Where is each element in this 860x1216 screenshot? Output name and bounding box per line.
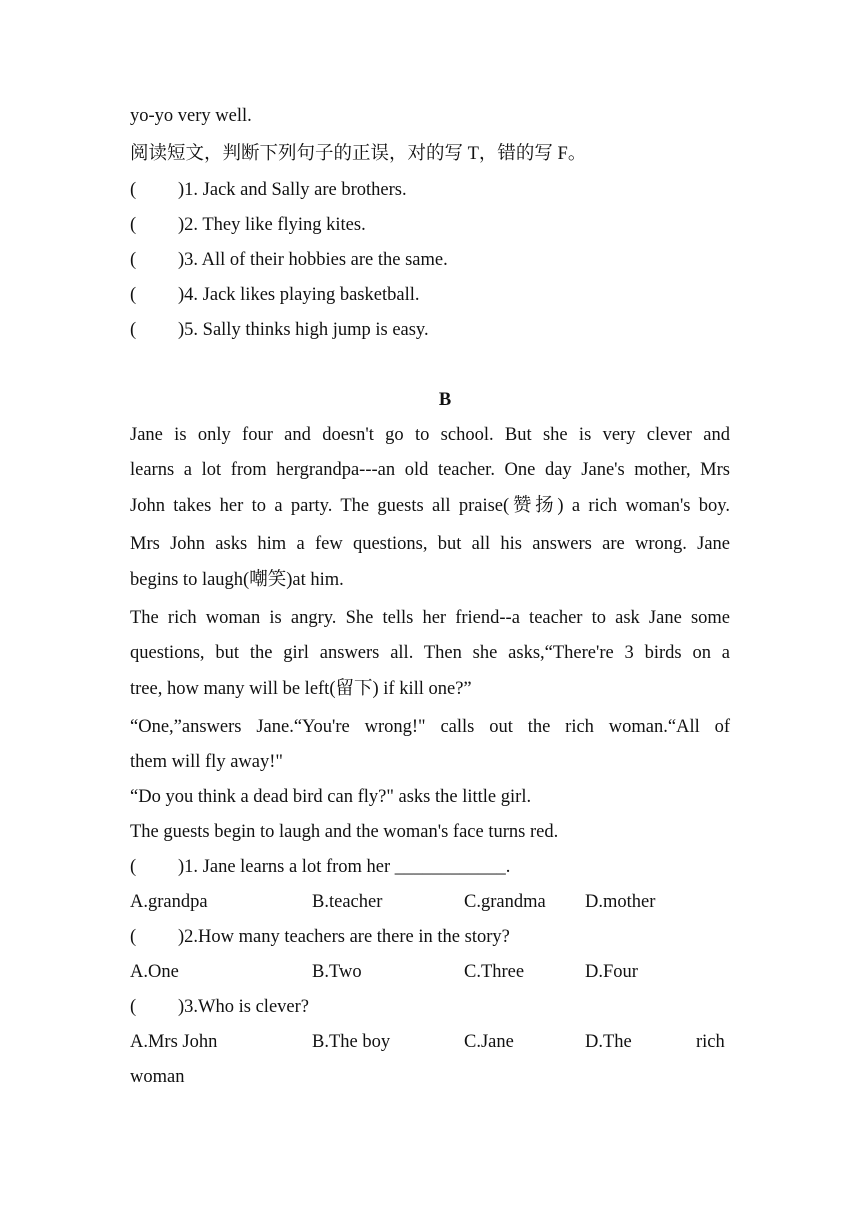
- tf-question-text: 5. Sally thinks high jump is easy.: [184, 320, 429, 340]
- option-c[interactable]: C.Three: [464, 962, 525, 982]
- answer-blank[interactable]: (: [130, 215, 137, 235]
- answer-blank[interactable]: (: [130, 997, 137, 1017]
- option-d-continued: rich: [696, 1032, 725, 1052]
- tf-question-text: 4. Jack likes playing basketball.: [184, 285, 420, 305]
- tf-question-3: [130, 248, 448, 272]
- mc-question-3: [130, 995, 309, 1019]
- answer-blank[interactable]: (: [130, 320, 137, 340]
- answer-blank[interactable]: (: [130, 927, 137, 947]
- tf-question-text: 1. Jack and Sally are brothers.: [184, 180, 407, 200]
- paren-close: ): [178, 285, 185, 305]
- passage-line: The rich woman is angry. She tells her friend--a teacher to ask Jane some: [130, 608, 730, 628]
- option-a[interactable]: A.One: [130, 962, 179, 982]
- option-c[interactable]: C.Jane: [464, 1032, 514, 1052]
- question-stem: 2.How many teachers are there in the story?: [184, 927, 510, 947]
- passage-line: John takes her to a party. The guests all praise(赞扬) a rich woman's boy.: [130, 496, 730, 516]
- answer-blank[interactable]: (: [130, 180, 137, 200]
- passage-line: Mrs John asks him a few questions, but all his answers are wrong. Jane: [130, 534, 730, 554]
- question-stem: 1. Jane learns a lot from her ____________.: [184, 857, 511, 877]
- tf-question-5: [130, 318, 429, 342]
- question-stem: 3.Who is clever?: [184, 997, 309, 1017]
- option-b[interactable]: B.The boy: [312, 1032, 391, 1052]
- passage-line: them will fly away!": [130, 752, 283, 772]
- answer-blank[interactable]: (: [130, 285, 137, 305]
- tf-question-text: 3. All of their hobbies are the same.: [184, 250, 448, 270]
- passage-line: Jane is only four and doesn't go to school. But she is very clever and: [130, 425, 730, 445]
- option-d[interactable]: D.The: [585, 1032, 632, 1052]
- tf-instruction: 阅读短文，判断下列句子的正误，对的写 T，错的写 F。: [130, 144, 587, 164]
- option-a[interactable]: A.Mrs John: [130, 1032, 218, 1052]
- option-d[interactable]: D.mother: [585, 892, 656, 912]
- paren-close: ): [178, 857, 185, 877]
- passage-line: “One,”answers Jane.“You're wrong!" calls out the rich woman.“All of: [130, 717, 730, 737]
- answer-blank[interactable]: (: [130, 250, 137, 270]
- option-d-wrap: woman: [130, 1067, 185, 1087]
- passage-line: begins to laugh(嘲笑)at him.: [130, 570, 344, 590]
- paren-close: ): [178, 320, 185, 340]
- passage-line: questions, but the girl answers all. Then she asks,“There're 3 birds on a: [130, 643, 730, 663]
- mc-question-2: [130, 925, 510, 949]
- mc-question-1: [130, 855, 510, 879]
- passage-line: The guests begin to laugh and the woman's face turns red.: [130, 822, 559, 842]
- section-b-heading: B: [438, 390, 452, 410]
- paren-close: ): [178, 927, 185, 947]
- passage-line: “Do you think a dead bird can fly?" asks the little girl.: [130, 787, 532, 807]
- option-b[interactable]: B.Two: [312, 962, 362, 982]
- option-d[interactable]: D.Four: [585, 962, 638, 982]
- option-b[interactable]: B.teacher: [312, 892, 383, 912]
- tf-question-1: [130, 178, 407, 202]
- passage-line: learns a lot from hergrandpa---an old teacher. One day Jane's mother, Mrs: [130, 460, 730, 480]
- tf-question-4: [130, 283, 419, 307]
- passage-line: tree, how many will be left(留下) if kill one?”: [130, 679, 472, 699]
- tf-question-2: [130, 213, 366, 237]
- option-c[interactable]: C.grandma: [464, 892, 546, 912]
- paren-close: ): [178, 180, 185, 200]
- paren-close: ): [178, 215, 185, 235]
- passage-continuation: yo-yo very well.: [130, 106, 252, 126]
- paren-close: ): [178, 250, 185, 270]
- paren-close: ): [178, 997, 185, 1017]
- answer-blank[interactable]: (: [130, 857, 137, 877]
- option-a[interactable]: A.grandpa: [130, 892, 208, 912]
- tf-question-text: 2. They like flying kites.: [184, 215, 366, 235]
